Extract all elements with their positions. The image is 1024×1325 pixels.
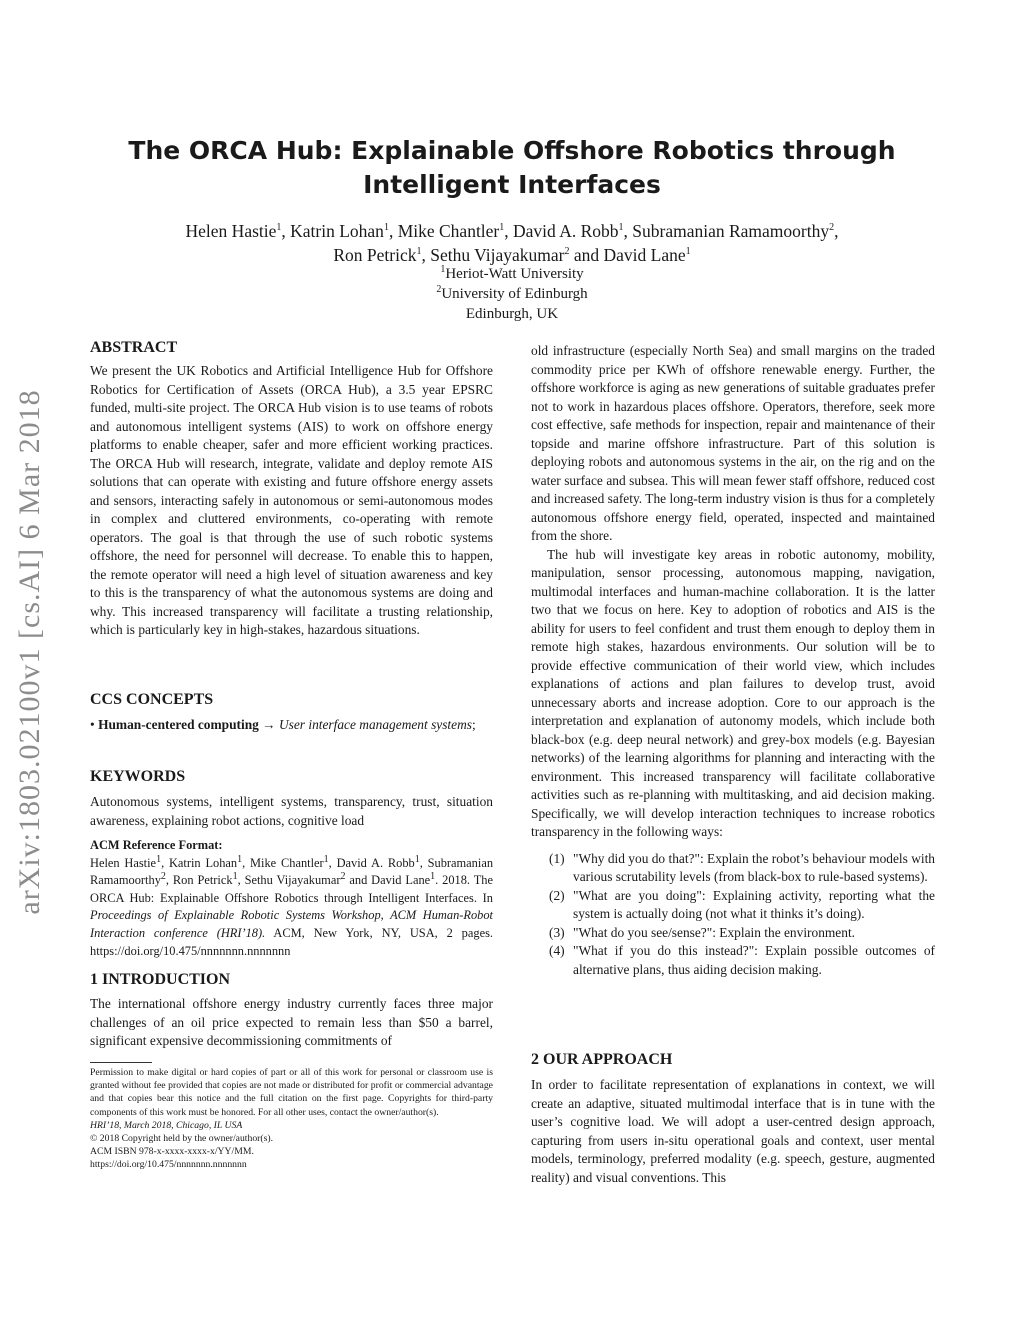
bullet: • <box>90 717 95 732</box>
affiliation-2 <box>312 286 712 303</box>
acm-reference-heading: ACM Reference Format: <box>90 838 223 852</box>
keywords-text: Autonomous systems, intelligent systems, transparency, trust, situation awareness, explaining robot actions, cognitive load <box>90 794 493 828</box>
affil-mark: 1 <box>383 222 389 234</box>
transparency-list <box>531 850 935 980</box>
footnote-rule <box>90 1062 152 1063</box>
ccs-category: Human-centered computing <box>98 717 259 732</box>
list-item: (4) "What if you do this instead?": Explain possible outcomes of alternative plans, thus aiding decision making. <box>549 943 935 977</box>
author-separator: , <box>834 221 839 241</box>
affiliation-name: University of Edinburgh <box>441 286 588 302</box>
ccs-concepts <box>90 716 493 735</box>
author: , Sethu Vijayakumar <box>421 245 565 265</box>
ccs-arrow: → <box>258 717 279 732</box>
affiliation-name: Heriot-Watt University <box>445 266 584 282</box>
author: Ron Petrick <box>333 245 417 265</box>
affil-mark: 2 <box>829 222 835 234</box>
ccs-end: ; <box>471 717 476 732</box>
acm-reference <box>90 837 493 960</box>
ccs-subcategory: User interface management systems <box>278 717 472 732</box>
abstract-paragraph: We present the UK Robotics and Artificial Intelligence Hub for Offshore Robotics for Certification of Assets (ORCA Hub), a 3.5 year EPSRC funded, multi-site project. The ORCA Hub vision is to use teams of robots and autonomous intelligent systems (AIS) to work on offshore energy platforms to enable cheaper, safer and more efficient working practices. The ORCA Hub will research, integrate, validate and deploy remote AIS solutions that can operate with existing and future offshore energy assets and sensors, interacting safely in autonomous or semi-autonomous modes in complex and cluttered environments, co-operating with remote operators. The goal is that through the use of such robotic systems offshore, the need for personnel will decrease. To enable this to happen, the remote operator will need a high level of situation awareness and key to this is the transparency of what the autonomous systems are doing and why. This increased transparency will facilitate a trusting relationship, which is particularly key in high-stakes, hazardous situations. <box>90 363 493 637</box>
right-column-body <box>531 342 935 979</box>
acm-reference-venue: Proceedings of Explainable Robotic Systems Workshop, ACM Human-Robot Interaction conference (HRI’18). <box>90 908 493 940</box>
footnote <box>90 1066 493 1172</box>
affiliation-1 <box>312 266 712 283</box>
affiliation-location: Edinburgh, UK <box>465 306 559 322</box>
paper-title <box>120 134 904 202</box>
keywords-heading: KEYWORDS <box>90 768 186 785</box>
conference-info: HRI’18, March 2018, Chicago, IL USA <box>90 1119 243 1131</box>
paragraph: old infrastructure (especially North Sea) and small margins on the traded commodity price per KWh of offshore renewable energy. Further, the offshore workforce is aging as new generations of suitable graduates prefer not to work in hazardous places offshore. Operators, therefore, seek more cost effective, safe methods for inspection, repair and maintenance of their topside and marine offshore infrastructure. Part of this solution is deploying robots and autonomous systems in the air, on the rig and on the water surface and subsea. This will mean fewer staff offshore, reduced cost and increased safety. The long-term industry vision is thus for a completely autonomous offshore energy field, operated, inspected and maintained from the shore. <box>531 343 935 543</box>
introduction-paragraph: The international offshore energy industry currently faces three major challenges of an oil price expected to remain less than $50 a barrel, significant expensive decommissioning commitments of <box>90 996 493 1048</box>
introduction-text <box>90 995 493 1051</box>
acm-reference-text: Helen Hastie$^1$, Katrin Lohan$^1$, Mike Chantler$^1$, David A. Robb$^1$, Subramanian Ramamoorthy$^2$, Ron Petrick$^1$, Sethu Vijayakumar$^2$ and David Lane$^1$. 2018. The ORCA Hub: Explainable Offshore Robotics through Intelligent Interfaces. In Proceedings of Explainable Robotic Systems Workshop, ACM Human-Robot Interaction conference (HRI’18). ACM, New York, NY, USA, 2 pages. https://doi.org/10.475/nnnnnnn.nnnnnnn <box>90 853 494 958</box>
abstract-text <box>90 362 493 640</box>
affil-mark: 1 <box>416 246 422 258</box>
author: , Mike Chantler <box>388 221 500 241</box>
arxiv-stamp: arXiv:1803.02100v1 [cs.AI] 6 Mar 2018 <box>13 389 46 915</box>
isbn-line: ACM ISBN 978-x-xxxx-xxxx-x/YY/MM. <box>90 1146 254 1158</box>
author: , David A. Robb <box>504 221 619 241</box>
affil-mark: 1 <box>276 222 282 234</box>
author: , Katrin Lohan <box>281 221 384 241</box>
author: , Subramanian Ramamoorthy <box>623 221 830 241</box>
ccs-heading: CCS CONCEPTS <box>90 691 214 708</box>
author-list <box>90 219 934 267</box>
list-item: (3) "What do you see/sense?": Explain the environment. <box>549 924 856 940</box>
author: and David Lane <box>569 245 686 265</box>
affil-mark: 2 <box>436 284 442 295</box>
author: Helen Hastie <box>185 221 277 241</box>
paragraph: The hub will investigate key areas in robotic autonomy, mobility, manipulation, sensor processing, autonomous mapping, navigation, multimodal interfaces and human-machine collaboration. It is the latter two that we focus on here. Key to adoption of robotics and AIS is the ability for users to feel confident and trust them enough to deploy them in remote high stakes, hazardous environments. Our solution will be to provide effective communication of their world view, which includes explanations of actions and plan failures to develop trust, avoid unnecessary aborts and increase adoption. Core to our approach is the interpretation and explanation of autonomy models, which include both black-box (e.g. deep neural network) and grey-box models (e.g. Bayesian networks) of the learning algorithms for planning and interacting with the environment. This increased transparency will facilitate collaborative activities such as re-planning with multitasking, and aid decision making. Specifically, we will develop interaction techniques to increase robotics transparency in the following ways: <box>531 546 935 839</box>
approach-text <box>531 1076 935 1187</box>
abstract-heading: ABSTRACT <box>90 339 178 356</box>
title-line-1: The ORCA Hub: Explainable Offshore Robotics through <box>128 136 896 165</box>
affil-mark: 2 <box>564 246 570 258</box>
copyright-line: © 2018 Copyright held by the owner/author(s). <box>90 1133 274 1145</box>
list-item: (1) "Why did you do that?": Explain the robot’s behaviour models with various scrutability levels (from black-box to rule-based systems). <box>549 850 936 884</box>
affil-mark: 1 <box>440 264 446 275</box>
approach-paragraph: In order to facilitate representation of explanations in context, we will create an adaptive, situated multimodal interface that is in tune with the user’s cognitive load. We will adopt a user-centred design approach, capturing from users in-situ operational goals and context, user mental models, terminology, preferred modality (e.g. speech, gesture, augmented reality) and visual conventions. This <box>531 1077 935 1185</box>
affil-mark: 1 <box>618 222 624 234</box>
permission-notice: Permission to make digital or hard copies of part or all of this work for personal or classroom use is granted without fee provided that copies are not made or distributed for profit or commercial advantage and that copies bear this notice and the full citation on the first page. Copyrights for third-party components of this work must be honored. For all other uses, contact the owner/author(s). <box>90 1067 493 1118</box>
title-line-2: Intelligent Interfaces <box>363 170 661 199</box>
affil-mark: 1 <box>499 222 505 234</box>
affil-mark: 1 <box>685 246 691 258</box>
approach-heading: 2 OUR APPROACH <box>531 1051 673 1068</box>
keywords <box>90 793 493 830</box>
list-item: (2) "What are you doing": Explaining activity, reporting what the system is actually doing (not what it thinks it’s doing). <box>549 887 935 921</box>
introduction-heading: 1 INTRODUCTION <box>90 971 231 988</box>
doi-line: https://doi.org/10.475/nnnnnnn.nnnnnnn <box>90 1159 247 1171</box>
